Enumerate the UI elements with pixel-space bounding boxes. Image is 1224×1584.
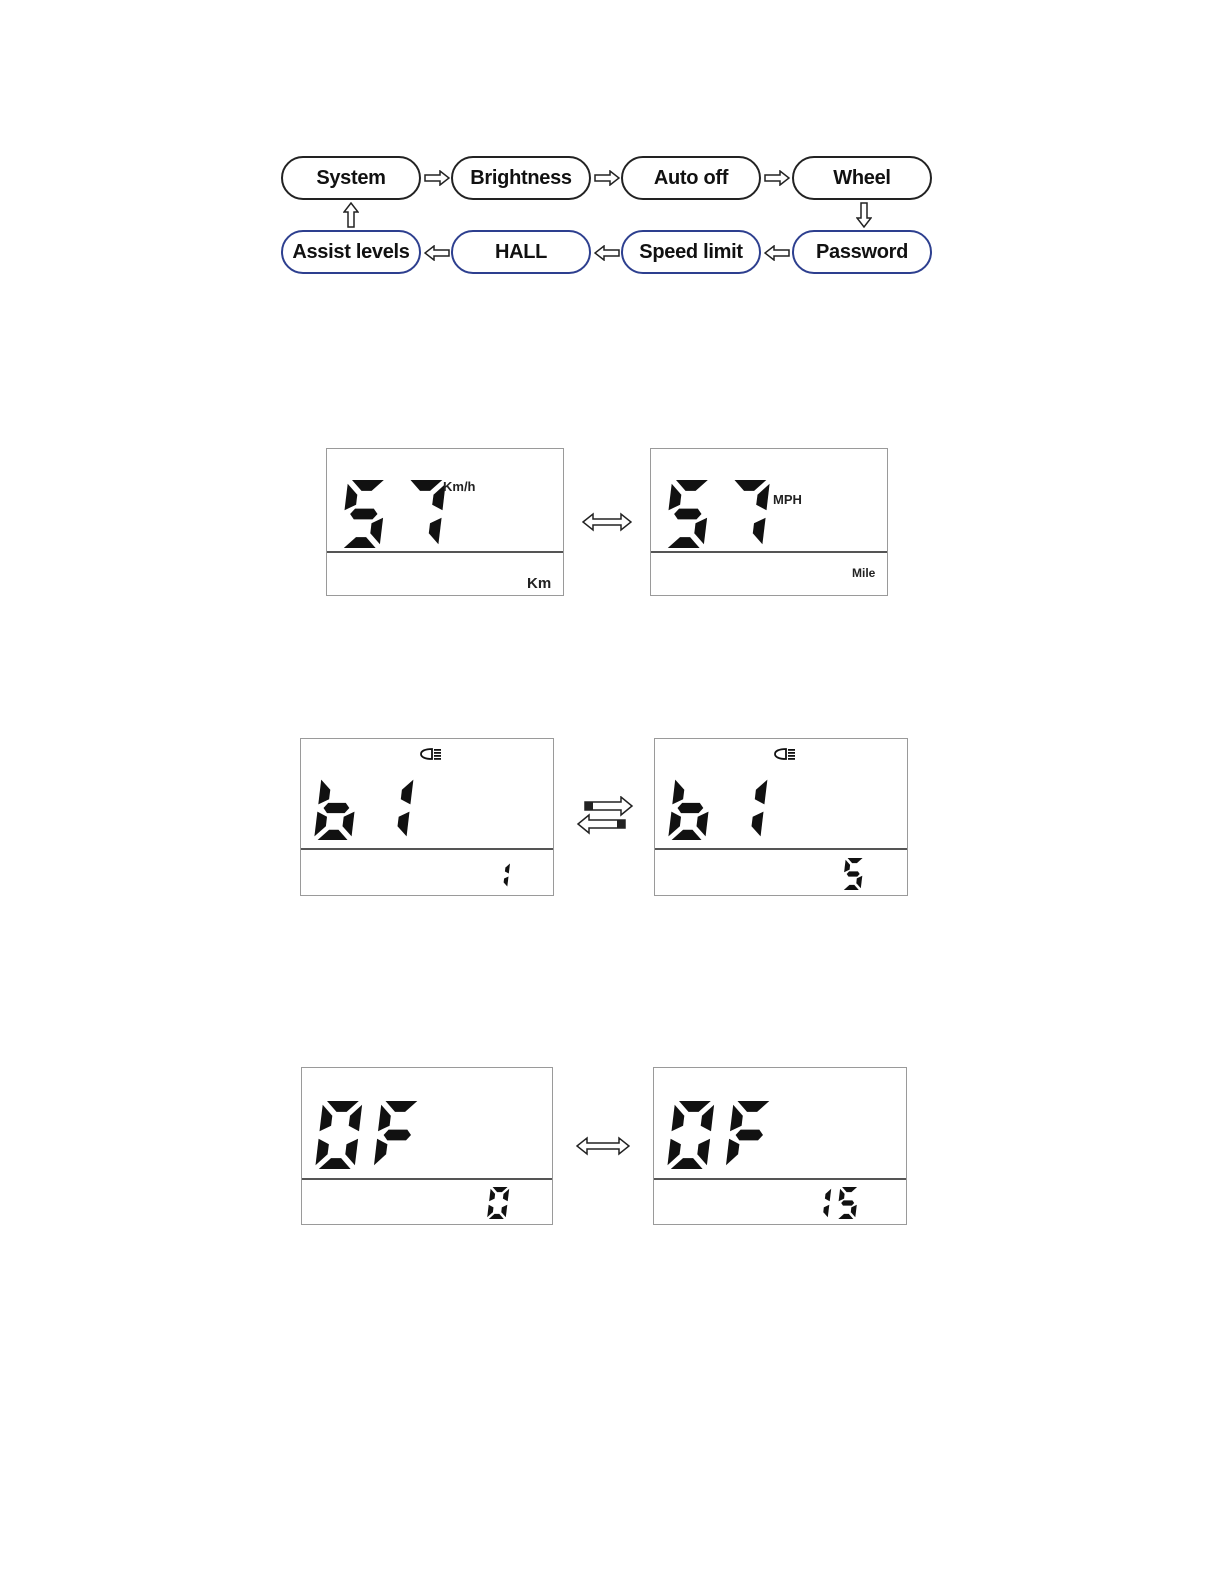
lcd-backlight-level-1 xyxy=(300,738,554,896)
seven-segment-digit xyxy=(844,858,863,890)
seven-segment-digit xyxy=(316,1101,363,1169)
speed-unit-label: Km/h xyxy=(443,479,476,494)
lcd-main-readout xyxy=(666,1100,776,1170)
seven-segment-digit xyxy=(487,1187,509,1219)
headlight-icon xyxy=(419,747,443,761)
seven-segment-digit xyxy=(411,480,446,544)
lcd-divider xyxy=(327,551,563,553)
lcd-main-readout xyxy=(339,479,449,549)
seven-segment-digit xyxy=(668,780,708,840)
lcd-auto-off-15 xyxy=(653,1067,907,1225)
lcd-sub-readout xyxy=(486,1186,512,1220)
lcd-backlight-level-5 xyxy=(654,738,908,896)
lcd-main-readout xyxy=(314,1100,424,1170)
seven-segment-digit xyxy=(838,1187,857,1219)
arrow-up-icon xyxy=(343,202,359,228)
node-speed-limit: Speed limit xyxy=(621,230,761,274)
lcd-divider xyxy=(302,1178,552,1180)
seven-segment-digit xyxy=(374,1101,417,1165)
lcd-divider xyxy=(651,551,887,553)
lcd-divider xyxy=(654,1178,906,1180)
speed-unit-label: MPH xyxy=(773,492,802,507)
lcd-sub-readout xyxy=(808,1186,862,1220)
seven-segment-digit xyxy=(314,780,354,840)
node-hall: HALL xyxy=(451,230,591,274)
lcd-main-readout xyxy=(313,775,417,841)
arrow-right-icon xyxy=(424,170,450,186)
lcd-speed-mph xyxy=(650,448,888,596)
swap-arrows-icon xyxy=(576,796,634,836)
arrow-left-icon xyxy=(424,245,450,261)
distance-unit-label: Km xyxy=(527,575,552,592)
arrow-left-icon xyxy=(764,245,790,261)
seven-segment-digit xyxy=(398,780,414,837)
distance-unit-label: Mile xyxy=(852,566,876,580)
seven-segment-digit xyxy=(344,480,384,548)
lcd-sub-readout xyxy=(841,857,867,891)
headlight-icon xyxy=(773,747,797,761)
node-wheel: Wheel xyxy=(792,156,932,200)
arrow-right-icon xyxy=(764,170,790,186)
seven-segment-digit xyxy=(668,480,708,548)
node-password: Password xyxy=(792,230,932,274)
node-system: System xyxy=(281,156,421,200)
arrow-down-icon xyxy=(856,202,872,228)
seven-segment-digit xyxy=(504,864,510,887)
lcd-main-readout xyxy=(667,775,771,841)
arrow-right-icon xyxy=(594,170,620,186)
node-auto-off: Auto off xyxy=(621,156,761,200)
seven-segment-digit xyxy=(823,1189,831,1217)
seven-segment-digit xyxy=(726,1101,769,1165)
double-arrow-icon xyxy=(576,1136,630,1156)
lcd-divider xyxy=(301,848,553,850)
lcd-auto-off-0 xyxy=(301,1067,553,1225)
lcd-speed-kmh xyxy=(326,448,564,596)
double-arrow-icon xyxy=(582,512,632,532)
arrow-left-icon xyxy=(594,245,620,261)
lcd-main-readout xyxy=(663,479,773,549)
seven-segment-digit xyxy=(735,480,770,544)
node-assist-levels: Assist levels xyxy=(281,230,421,274)
seven-segment-digit xyxy=(668,1101,715,1169)
node-brightness: Brightness xyxy=(451,156,591,200)
lcd-divider xyxy=(655,848,907,850)
lcd-sub-readout xyxy=(491,861,513,889)
seven-segment-digit xyxy=(752,780,768,837)
